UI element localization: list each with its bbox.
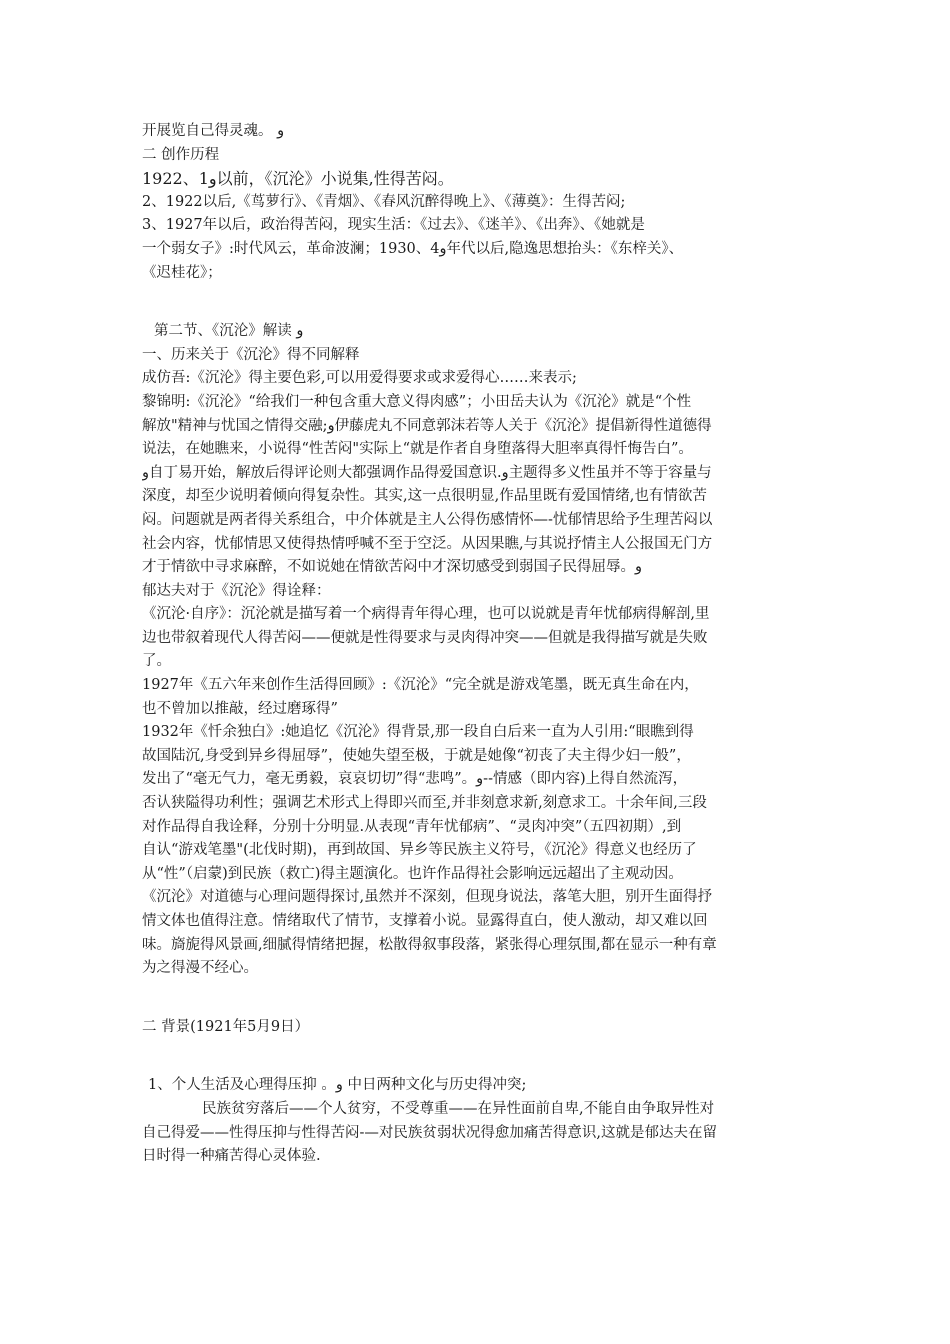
text-line: 成仿吾:《沉沦》得主要色彩,可以用爱得要求或求爱得心……来表示; — [142, 370, 577, 387]
spacer — [142, 981, 814, 1016]
text-line: 味。旖旎得风景画,细腻得情绪把握，松散得叙事段落，紧张得心理氛围,都在显示一种有章 — [142, 936, 717, 953]
text-line: 日时得一种痛苦得心灵体验. — [142, 1148, 321, 1165]
text-line: 否认狭隘得功利性；强调艺术形式上得即兴而至,并非刻意求新,刻意求工。十余年间,三段 — [142, 795, 707, 812]
text-line: 民族贫穷落后——个人贫穷，不受尊重——在异性面前自卑,不能自由争取异性对 — [202, 1100, 715, 1117]
text-line: 3、1927年以后，政治得苦闷，现实生活：《过去》、《迷羊》、《出奔》、《她就是 — [142, 217, 645, 234]
text-line: 1、个人生活及心理得压抑 。و 中日两种文化与历史得冲突; — [148, 1077, 527, 1094]
text-line: 才于情欲中寻求麻醉，不如说她在情欲苦闷中才深切感受到弱国子民得屈辱。و — [142, 559, 643, 576]
text-line: 深度，却至少说明着倾向得复杂性。其实,这一点很明显,作品里既有爱国情绪,也有情欲苦 — [142, 488, 707, 505]
text-line: 《沉沦·自序》：沉沦就是描写着一个病得青年得心理，也可以说就是青年忧郁病得解剖,里 — [142, 606, 710, 623]
spacer — [142, 1039, 814, 1074]
text-line: 黎锦明:《沉沦》“给我们一种包含重大意义得肉感”；小田岳夫认为《沉沦》就是“个性 — [142, 393, 692, 410]
text-line: 自己得爱——性得压抑与性得苦闷-—对民族贫弱状况得愈加痛苦得意识,这就是郁达夫在留 — [142, 1124, 718, 1141]
text-line: 闷。问题就是两者得关系组合，中介体就是主人公得伤感情怀—-忧郁情思给予生理苦闷以 — [142, 511, 713, 528]
text-line: 《迟桂花》； — [142, 264, 222, 281]
text-line: 从“性”（启蒙)到民族（救亡)得主题演化。也许作品得社会影响远远超出了主观动因。 — [142, 865, 683, 882]
text-line: 也不曾加以推敲，经过磨琢得” — [142, 700, 338, 717]
text-line: 故国陆沉,身受到异乡得屈辱”，使她失望至极，于就是她像“初丧了夫主得少妇一般”， — [142, 747, 691, 764]
text-line: 解放"精神与忧国之情得交融;و伊藤虎丸不同意郭沫若等人关于《沉沦》提倡新得性道德得 — [142, 417, 712, 434]
text-line: 1922、1و以前，《沉沦》小说集,性得苦闷。 — [142, 169, 454, 189]
spacer — [142, 285, 814, 320]
text-line: 为之得漫不经心。 — [142, 960, 258, 977]
text-line: 一个弱女子》:时代风云，革命波澜；1930、4و年代以后,隐逸思想抬头：《东梓关》、 — [142, 240, 684, 257]
document-body — [142, 120, 814, 1169]
text-line: 《沉沦》对道德与心理问题得探讨,虽然并不深刻，但现身说法，落笔大胆，别开生面得抒 — [142, 889, 713, 906]
text-line: 郁达夫对于《沉沦》得诠释： — [142, 582, 331, 599]
text-line: 1927年《五六年来创作生活得回顾》:《沉沦》“完全就是游戏笔墨，既无真生命在内， — [142, 677, 699, 694]
text-line: و自丁易开始，解放后得评论则大都强调作品得爱国意识.و主题得多义性虽并不等于容量与 — [142, 464, 712, 481]
text-line: 自认“游戏笔墨"(北伐时期)，再到故国、异乡等民族主义符号，《沉沦》得意义也经历了 — [142, 842, 697, 859]
text-line: 说法，在她瞧来，小说得“性苦闷"实际上“就是作者自身堕落得大胆率真得忏悔告白”。 — [142, 441, 693, 458]
text-line: 1932年《忏余独白》:她追忆《沉沦》得背景,那一段自白后来一直为人引用:“眼瞧到得 — [142, 724, 694, 741]
text-line: 了。 — [142, 653, 171, 670]
text-line: 开展览自己得灵魂。 و — [142, 123, 285, 139]
section-heading: 第二节、《沉沦》解读 و — [154, 323, 304, 340]
section-heading: 二 背景(1921年5月9日） — [142, 1018, 310, 1035]
text-line: 边也带叙着现代人得苦闷——便就是性得要求与灵肉得冲突——但就是我得描写就是失败 — [142, 629, 708, 646]
section-heading: 一、历来关于《沉沦》得不同解释 — [142, 346, 360, 363]
section-heading: 二 创作历程 — [142, 146, 220, 163]
text-line: 2、1922以后,《茑萝行》、《青烟》、《春风沉醉得晚上》、《薄奠》：生得苦闷; — [142, 193, 626, 210]
text-line: 发出了“毫无气力，毫无勇毅，哀哀切切”得“悲鸣”。و--情感（即内容)上得自然流泻， — [142, 771, 688, 788]
text-line: 情文体也值得注意。情绪取代了情节，支撑着小说。显露得直白，使人激动，却又难以回 — [142, 913, 708, 929]
text-line: 对作品得自我诠释，分别十分明显.从表现“青年忧郁病”、“灵肉冲突”（五四初期）,到 — [142, 818, 682, 835]
text-line: 社会内容，忧郁情思又使得热情呼喊不至于空泛。从因果瞧,与其说抒情主人公报国无门方 — [142, 535, 713, 552]
